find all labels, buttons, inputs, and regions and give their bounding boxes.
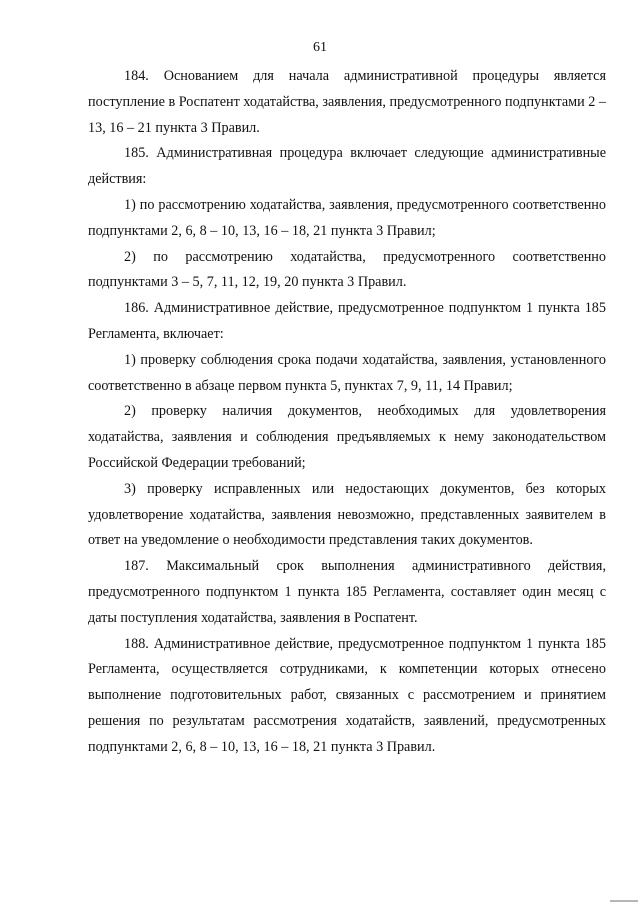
paragraph-186-item-3: 3) проверку исправленных или недостающих документов, без которых удовлетворение ходатайства, заявления невозможно, представленных заявителем в ответ на уведомление о необходимости представления таких документов. — [88, 480, 606, 549]
scan-edge-mark — [610, 900, 638, 902]
paragraph-184: 184. Основанием для начала административной процедуры является поступление в Роспатент ходатайства, заявления, предусмотренного подпунктами 2 – 13, 16 – 21 пункта 3 Правил. — [88, 68, 606, 136]
paragraph-185-item-1: 1) по рассмотрению ходатайства, заявления, предусмотренного соответственно подпунктами 2, 6, 8 – 10, 13, 16 – 18, 21 пункта 3 Правил; — [88, 196, 606, 239]
paragraph-186-item-2: 2) проверку наличия документов, необходимых для удовлетворения ходатайства, заявления и соблюдения предъявляемых к нему законодательством Российской Федерации требований; — [88, 403, 606, 471]
paragraph-186-item-1: 1) проверку соблюдения срока подачи ходатайства, заявления, установленного соответственно в абзаце первом пункта 5, пунктах 7, 9, 11, 14 Правил; — [88, 351, 606, 394]
paragraph-185: 185. Административная процедура включает следующие административные действия: — [88, 145, 606, 188]
paragraph-188: 188. Административное действие, предусмотренное подпунктом 1 пункта 185 Регламента, осуществляется сотрудниками, к компетенции которых отнесено выполнение подготовительных работ, связанных с рассмотрением и принятием решения по результатам рассмотрения ходатайств, заявлений, предусмотренных подпунктами 2, 6, 8 – 10, 13, 16 – 18, 21 пункта 3 Правил. — [88, 635, 606, 755]
paragraph-186: 186. Административное действие, предусмотренное подпунктом 1 пункта 185 Регламента, включает: — [88, 300, 606, 342]
page-number: 61 — [313, 40, 327, 55]
document-body — [88, 64, 606, 761]
paragraph-185-item-2: 2) по рассмотрению ходатайства, предусмотренного соответственно подпунктами 3 – 5, 7, 11, 12, 19, 20 пункта 3 Правил. — [88, 248, 606, 291]
paragraph-187: 187. Максимальный срок выполнения административного действия, предусмотренного подпунктом 1 пункта 185 Регламента, составляет один месяц с даты поступления ходатайства, заявления в Роспатент. — [88, 558, 606, 626]
